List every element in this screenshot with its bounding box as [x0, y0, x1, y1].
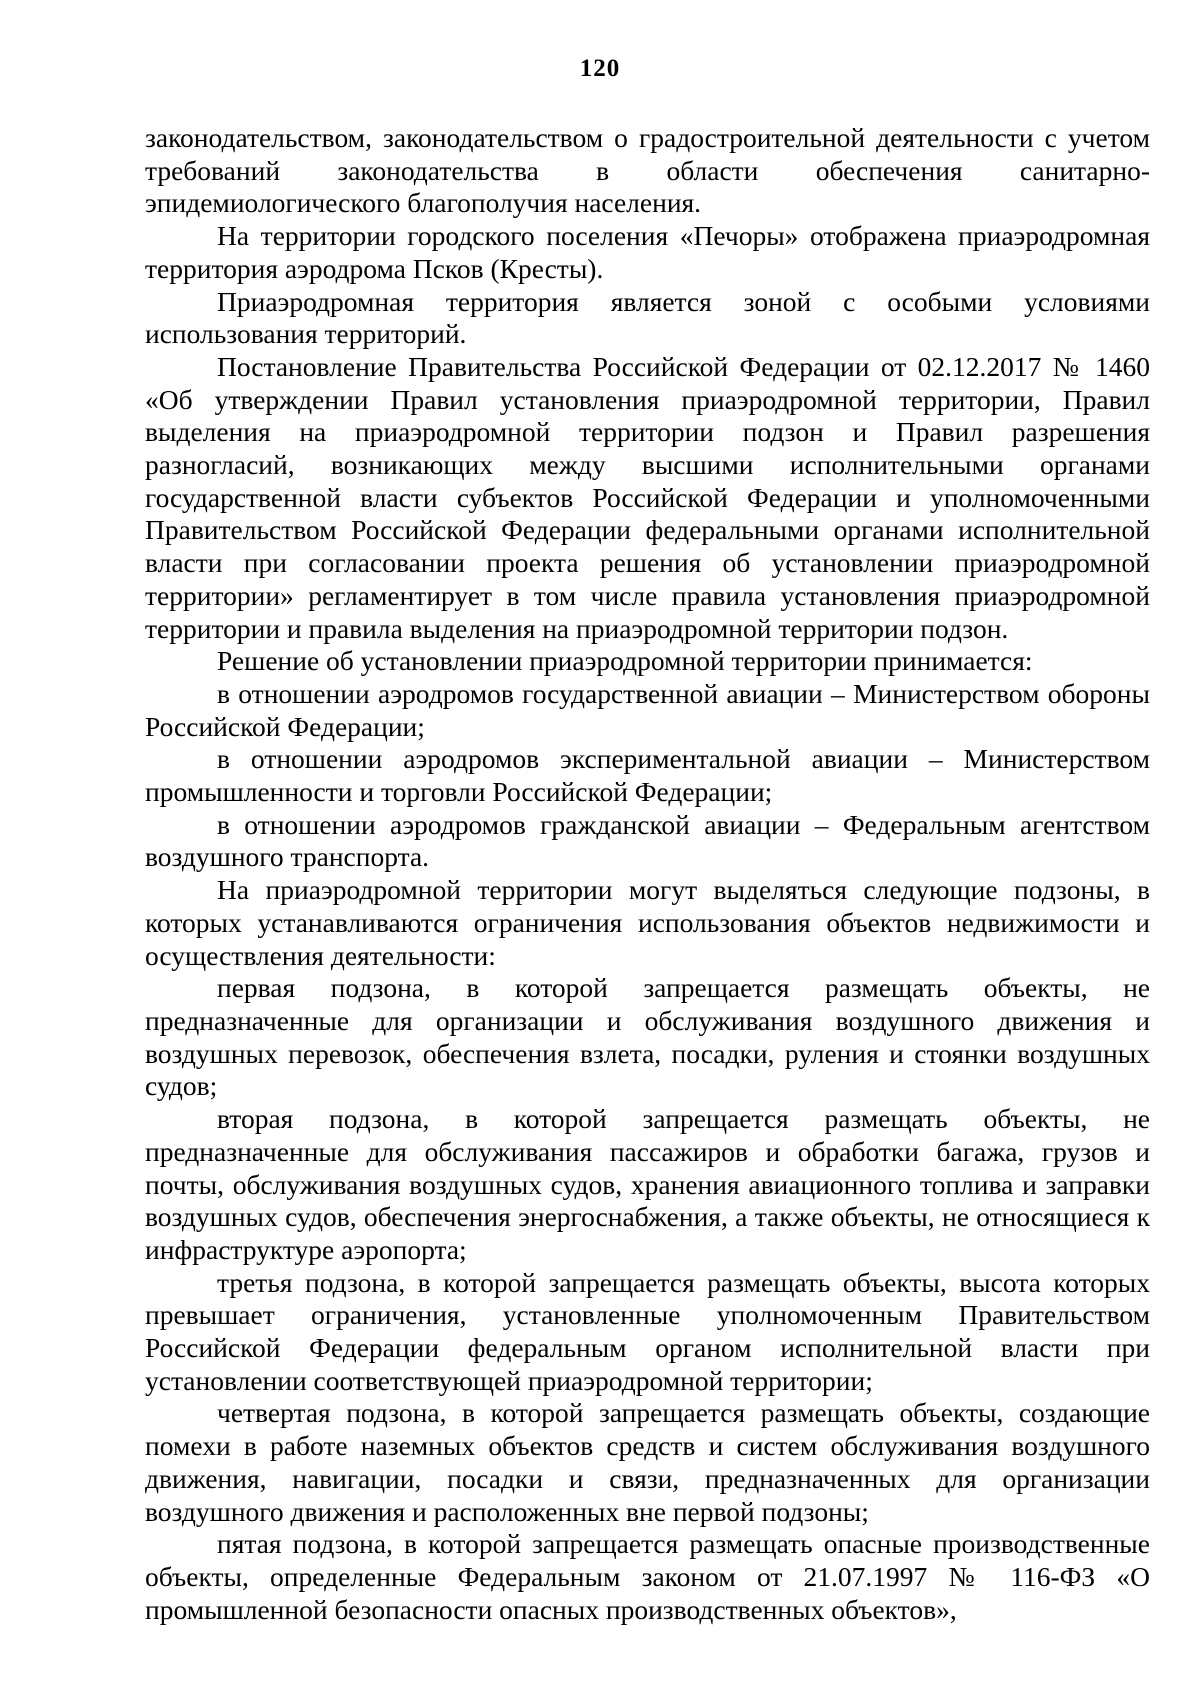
list-item-subzone-2: вторая подзона, в которой запрещается размещать объекты, не предназначенные для обслуживания пассажиров и обработки багажа, грузов и почты, обслуживания воздушных судов, хранения авиационного топлива и заправки воздушных судов, обеспечения энергоснабжения, а также объекты, не относящиеся к инфраструктуре аэропорта;	[145, 1103, 1150, 1265]
paragraph-government-decree: Постановление Правительства Российской Федерации от 02.12.2017 № 1460 «Об утверждении Правил установления приаэродромной территории, Правил выделения на приаэродромной территории подзон и Правил разрешения разногласий, возникающих между высшими исполнительными органами государственной власти субъектов Российской Федерации и уполномоченными Правительством Российской Федерации федеральными органами исполнительной власти при согласовании проекта решения об установлении приаэродромной территории» регламентирует в том числе правила установления приаэродромной территории и правила выделения на приаэродромной территории подзон.	[145, 350, 1150, 644]
page-number: 120	[579, 55, 621, 82]
paragraph-subzones-intro: На приаэродромной территории могут выделяться следующие подзоны, в которых устанавливаются ограничения использования объектов недвижимости и осуществления деятельности:	[145, 874, 1150, 971]
paragraph-pechory-territory: На территории городского поселения «Печоры» отображена приаэродромная территория аэродрома Псков (Кресты).	[145, 220, 1150, 284]
list-item-civil-aviation: в отношении аэродромов гражданской авиации – Федеральным агентством воздушного транспорта.	[145, 808, 1150, 873]
document-body	[145, 122, 1150, 1626]
list-item-experimental-aviation: в отношении аэродромов экспериментальной авиации – Министерством промышленности и торговли Российской Федерации;	[145, 743, 1150, 808]
list-item-state-aviation: в отношении аэродромов государственной авиации – Министерством обороны Российской Федерации;	[145, 677, 1150, 742]
paragraph-special-zone: Приаэродромная территория является зоной с особыми условиями использования территорий.	[145, 285, 1150, 350]
paragraph-decision-intro: Решение об установлении приаэродромной территории принимается:	[217, 645, 1033, 677]
list-item-subzone-3: третья подзона, в которой запрещается размещать объекты, высота которых превышает ограничения, установленные уполномоченным Правительством Российской Федерации федеральным органом исполнительной власти при установлении соответствующей приаэродромной территории;	[145, 1266, 1150, 1396]
list-item-subzone-4: четвертая подзона, в которой запрещается размещать объекты, создающие помехи в работе наземных объектов средств и систем обслуживания воздушного движения, навигации, посадки и связи, предназначенных для организации воздушного движения и расположенных вне первой подзоны;	[145, 1397, 1150, 1527]
paragraph-continuation: законодательством, законодательством о градостроительной деятельности с учетом требований законодательства в области обеспечения санитарно-эпидемиологического благополучия населения.	[145, 122, 1150, 219]
list-item-subzone-1: первая подзона, в которой запрещается размещать объекты, не предназначенные для организации и обслуживания воздушного движения и воздушных перевозок, обеспечения взлета, посадки, руления и стоянки воздушных судов;	[145, 972, 1150, 1102]
list-item-subzone-5: пятая подзона, в которой запрещается размещать опасные производственные объекты, определенные Федеральным законом от 21.07.1997 № 116-ФЗ «О промышленной безопасности опасных производственных объектов»,	[145, 1528, 1150, 1625]
